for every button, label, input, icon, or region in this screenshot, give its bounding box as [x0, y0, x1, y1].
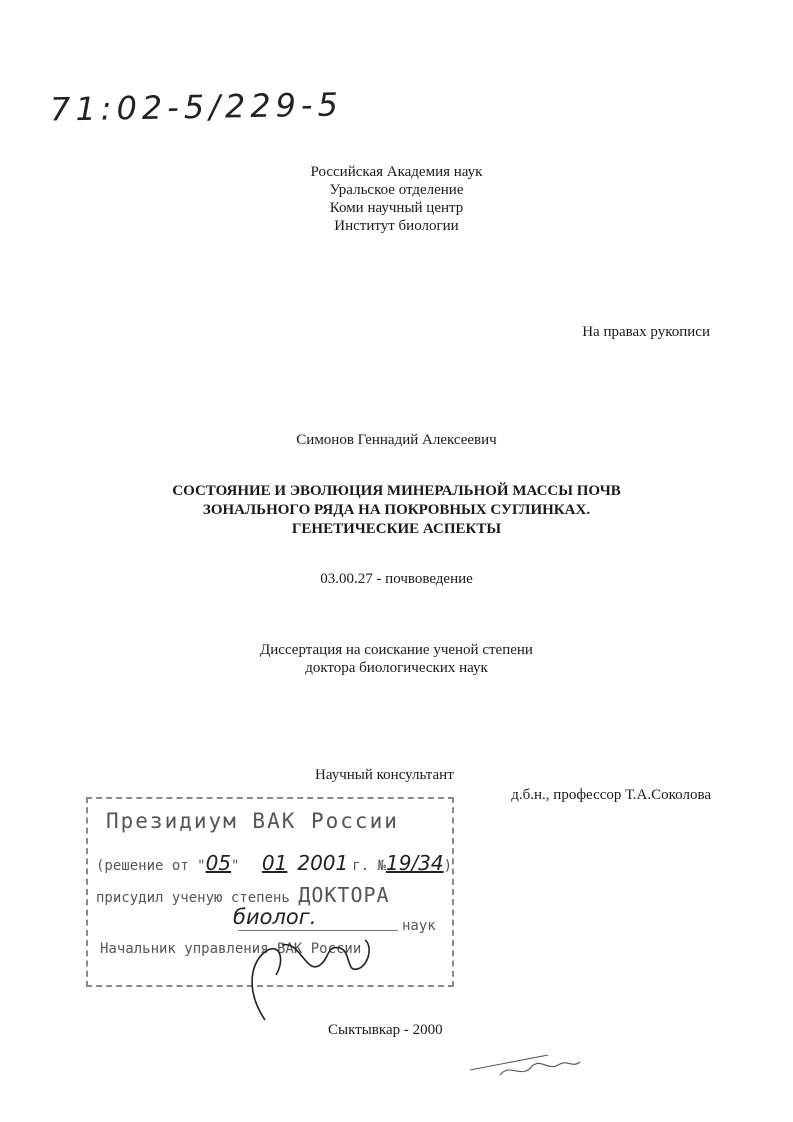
stamp-awarded-prefix: присудил ученую степень	[96, 890, 290, 906]
scribble-stroke	[470, 1055, 580, 1075]
header-line-academy: Российская Академия наук	[310, 164, 483, 180]
title-line-2: ЗОНАЛЬНОГО РЯДА НА ПОКРОВНЫХ СУГЛИНКАХ.	[202, 502, 591, 518]
stamp-decision-mid: г. №	[352, 858, 386, 874]
consultant-name: д.б.н., профессор Т.А.Соколова	[511, 787, 711, 803]
stamp-decision-month: 01	[261, 851, 288, 875]
stamp-sciences-suffix: наук	[402, 918, 436, 934]
stamp-decision-year: 2001	[297, 851, 349, 875]
header-line-institute: Институт биологии	[334, 218, 459, 234]
title-line-1: СОСТОЯНИЕ И ЭВОЛЮЦИЯ МИНЕРАЛЬНОЙ МАССЫ ПОЧВ	[172, 483, 621, 499]
stamp-decision-number: 19/34	[385, 851, 444, 875]
manuscript-rights: На правах рукописи	[582, 324, 710, 340]
degree-line-1: Диссертация на соискание ученой степени	[260, 642, 533, 658]
stamp-decision-prefix: (решение от "	[96, 858, 206, 874]
stamp-decision-day: 05	[205, 851, 232, 875]
stamp-decision-line: (решение от "05" 01 2001 г. №19/34)	[96, 851, 453, 875]
stamp-title: Президиум ВАК России	[106, 809, 399, 833]
stamp-decision-suffix: )	[443, 858, 453, 874]
title-line-3: ГЕНЕТИЧЕСКИЕ АСПЕКТЫ	[291, 521, 502, 537]
header-line-center: Коми научный центр	[329, 200, 464, 216]
consultant-label: Научный консультант	[315, 767, 454, 783]
archive-code: 71:02-5/229-5	[49, 85, 344, 129]
specialty: 03.00.27 - почвоведение	[320, 571, 473, 587]
stamp-field-handwritten: биолог.	[233, 905, 317, 929]
header-line-branch: Уральское отделение	[329, 182, 464, 198]
stamp-awarded-degree: ДОКТОРА	[298, 883, 390, 907]
degree-line-2: доктора биологических наук	[305, 660, 488, 676]
stamp-head-title: Начальник управления ВАК России	[100, 941, 362, 957]
author-name: Симонов Геннадий Алексеевич	[296, 432, 497, 448]
city-year: Сыктывкар - 2000	[328, 1022, 443, 1038]
